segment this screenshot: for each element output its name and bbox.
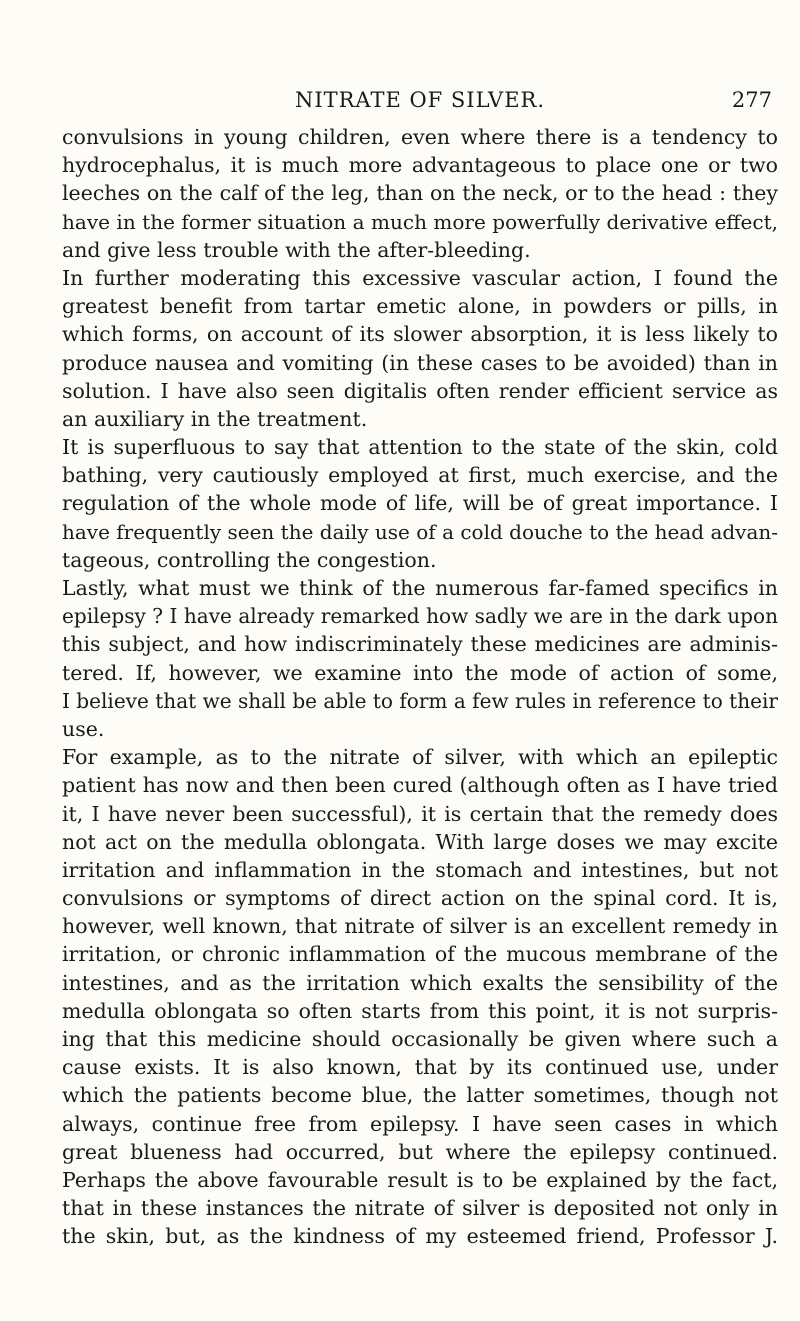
page-number: 277 [731,88,772,112]
text-line: It is superfluous to say that attention to the state of the skin, cold [62,435,778,460]
text-line: patient has now and then been cured (although often as I have tried [62,773,778,798]
text-line: greatest benefit from tartar emetic alone, in powders or pills, in [62,294,778,319]
text-line: Lastly, what must we think of the numerous far-famed specifics in [62,576,778,600]
text-line: solution. I have also seen digitalis often render efficient service as [62,378,778,403]
text-line: an auxiliary in the treatment. [62,406,368,431]
text-line: however, well known, that nitrate of silver is an excellent remedy in [62,914,778,939]
text-line: and give less trouble with the after-bleeding. [62,237,531,262]
text-line: epilepsy ? I have already remarked how sadly we are in the dark upon [62,604,778,629]
text-line: have frequently seen the daily use of a cold douche to the head advan- [62,519,778,544]
text-line: great blueness had occurred, but where the epilepsy continued. [62,1139,778,1164]
text-line: tered. If, however, we examine into the mode of action of some, [62,660,778,685]
body-text [62,123,778,1251]
text-line: leeches on the calf of the leg, than on the neck, or to the head : they [62,181,778,206]
text-line: irritation and inflammation in the stomach and intestines, but not [62,857,778,882]
text-line: regulation of the whole mode of life, will be of great importance. I [62,491,778,516]
text-line: convulsions or symptoms of direct action on the spinal cord. It is, [62,886,778,911]
text-line: it, I have never been successful), it is certain that the remedy does [62,801,778,826]
text-line: have in the former situation a much more powerfully derivative effect, [62,209,778,234]
text-line: I believe that we shall be able to form a few rules in reference to their [62,688,778,713]
text-line: hydrocephalus, it is much more advantageous to place one or two [62,153,778,178]
text-line: this subject, and how indiscriminately these medicines are adminis- [62,632,778,657]
text-line: bathing, very cautiously employed at first, much exercise, and the [62,463,778,488]
text-line: produce nausea and vomiting (in these cases to be avoided) than in [62,350,778,375]
text-line: ing that this medicine should occasionally be given where such a [62,1027,778,1051]
text-line: In further moderating this excessive vascular action, I found the [62,265,778,290]
running-title: NITRATE OF SILVER. [294,88,546,112]
text-line: tageous, controlling the congestion. [62,547,437,572]
text-line: intestines, and as the irritation which exalts the sensibility of the [62,970,778,995]
text-line: medulla oblongata so often starts from this point, it is not surpris- [62,998,778,1023]
text-line: the skin, but, as the kindness of my esteemed friend, Professor J. [62,1224,778,1249]
text-line: which the patients become blue, the latter sometimes, though not [62,1083,778,1108]
text-line: Perhaps the above favourable result is to be explained by the fact, [62,1167,778,1192]
text-line: cause exists. It is also known, that by its continued use, under [62,1055,778,1080]
text-line: which forms, on account of its slower absorption, it is less likely to [62,322,778,347]
page-header [62,88,778,118]
text-line: For example, as to the nitrate of silver, with which an epileptic [62,745,778,770]
text-line: convulsions in young children, even where there is a tendency to [62,125,778,149]
text-line: that in these instances the nitrate of silver is deposited not only in [62,1196,778,1221]
text-line: irritation, or chronic inflammation of the mucous membrane of the [62,942,778,967]
text-line: not act on the medulla oblongata. With large doses we may excite [62,829,778,854]
text-line: always, continue free from epilepsy. I have seen cases in which [62,1111,778,1136]
text-line: use. [62,716,105,741]
